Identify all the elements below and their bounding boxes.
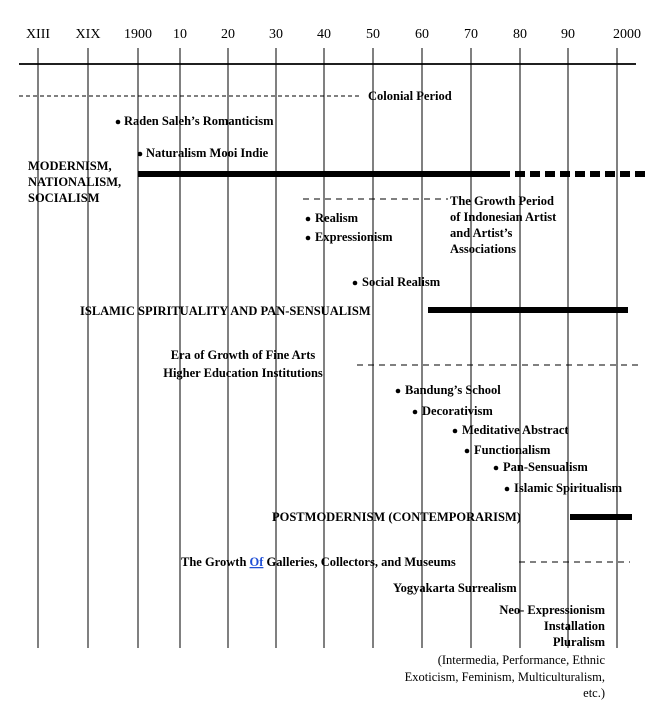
movement-islamic-spiritualism: Islamic Spiritualism <box>514 481 622 495</box>
modernism-label-line: NATIONALISM, <box>28 175 122 189</box>
galleries-label-of: Of <box>249 555 264 569</box>
axis-label-xix: XIX <box>75 27 101 42</box>
fine-arts-education-label-line: Era of Growth of Fine Arts <box>170 348 316 362</box>
bullet-icon <box>413 410 418 415</box>
pluralism-note <box>405 653 606 700</box>
bullet-icon <box>116 120 121 125</box>
axis-label-xiii: XIII <box>25 27 51 42</box>
growth-artists-label-line: of Indonesian Artist <box>450 210 557 224</box>
movement-pan-sensualism: Pan-Sensualism <box>503 460 588 474</box>
axis-label-1900: 1900 <box>124 27 152 42</box>
pluralism-note-line: etc.) <box>583 686 605 700</box>
bullet-icon <box>306 217 311 222</box>
movement-realism: Realism <box>315 211 359 225</box>
axis-label-20: 20 <box>221 27 235 42</box>
bullet-icon <box>505 487 510 492</box>
bullet-icon <box>494 466 499 471</box>
axis-label-40: 40 <box>317 27 331 42</box>
movement-raden-saleh: Raden Saleh’s Romanticism <box>124 114 274 128</box>
axis-label-30: 30 <box>269 27 283 42</box>
axis-label-10: 10 <box>173 27 187 42</box>
movement-mooi-indie: Naturalism Mooi Indie <box>146 146 269 160</box>
galleries-label-pre: The Growth <box>181 555 250 569</box>
modernism-label-line: MODERNISM, <box>28 159 112 173</box>
movement-social-realism: Social Realism <box>362 275 441 289</box>
growth-artists-label-line: The Growth Period <box>450 194 554 208</box>
movement-functionalism: Functionalism <box>474 443 551 457</box>
axis-label-60: 60 <box>415 27 429 42</box>
movement-neo-expressionism: Neo- Expressionism <box>499 603 605 617</box>
pluralism-note-line: (Intermedia, Performance, Ethnic <box>437 653 605 667</box>
galleries-label-post: Galleries, Collectors, and Museums <box>263 555 456 569</box>
axis-label-80: 80 <box>513 27 527 42</box>
axis-label-50: 50 <box>366 27 380 42</box>
movement-decorativism: Decorativism <box>422 404 493 418</box>
movement-meditative-abstract: Meditative Abstract <box>462 423 569 437</box>
bullet-icon <box>465 449 470 454</box>
bullet-icon <box>396 389 401 394</box>
bullet-icon <box>353 281 358 286</box>
colonial-period-label: Colonial Period <box>368 89 452 103</box>
bullet-icon <box>306 236 311 241</box>
growth-artists-label <box>450 194 557 256</box>
growth-artists-label-line: Associations <box>450 242 516 256</box>
bullet-icon <box>453 429 458 434</box>
movement-bandung-school: Bandung’s School <box>405 383 501 397</box>
islamic-spirituality-label: ISLAMIC SPIRITUALITY AND PAN-SENSUALISM <box>80 304 371 318</box>
postmodernism-label: POSTMODERNISM (CONTEMPORARISM) <box>272 510 521 524</box>
movement-expressionism: Expressionism <box>315 230 393 244</box>
axis-label-90: 90 <box>561 27 575 42</box>
movement-yogyakarta-surrealism: Yogyakarta Surrealism <box>393 581 517 595</box>
fine-arts-education-label-line: Higher Education Institutions <box>163 366 323 380</box>
growth-artists-label-line: and Artist’s <box>450 226 513 240</box>
modernism-label <box>28 159 121 205</box>
pluralism-note-line: Exoticism, Feminism, Multiculturalism, <box>404 670 605 684</box>
fine-arts-education-label <box>163 348 323 380</box>
bullet-icon <box>138 152 143 157</box>
movement-pluralism: Pluralism <box>552 635 605 649</box>
movement-installation: Installation <box>543 619 605 633</box>
axis-label-70: 70 <box>464 27 478 42</box>
axis-label-2000: 2000 <box>613 27 641 42</box>
axis-labels <box>26 27 641 42</box>
modernism-label-line: SOCIALISM <box>28 191 100 205</box>
galleries-label <box>181 555 456 569</box>
